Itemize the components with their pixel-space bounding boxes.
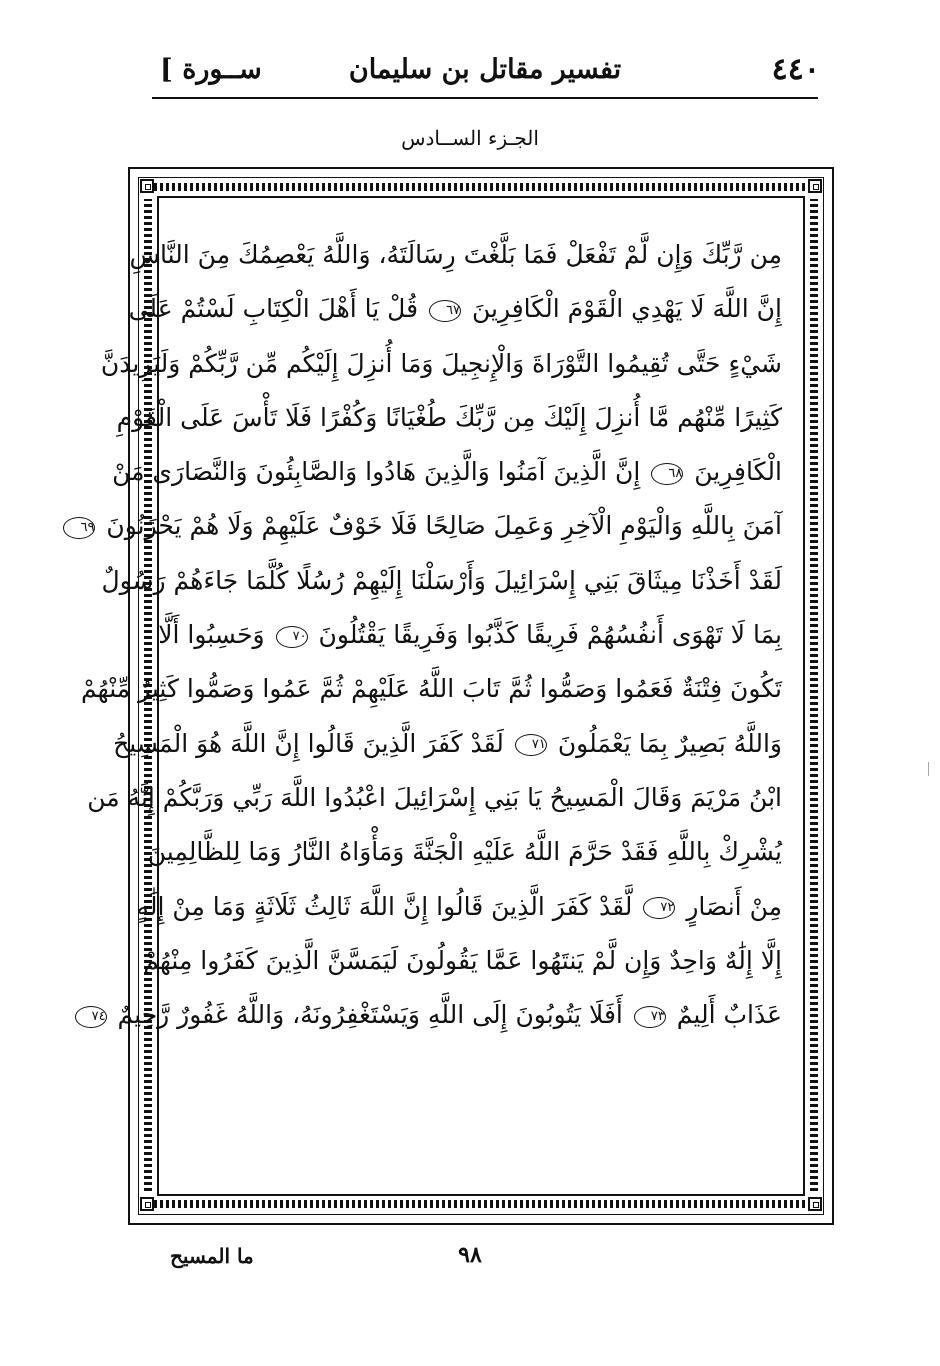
- verse-text: يُشْرِكْ بِاللَّهِ فَقَدْ حَرَّمَ اللَّهُ عَلَيْهِ الْجَنَّةَ وَمَأْوَاهُ النَّارُ وَمَا لِلظَّالِمِينَ: [147, 837, 782, 867]
- ayah-number-marker: ٧٤: [75, 1006, 107, 1028]
- verse-text: لَّقَدْ كَفَرَ الَّذِينَ قَالُوا إِنَّ اللَّهَ ثَالِثُ ثَلَاثَةٍ وَمَا مِنْ إِلَٰهٍ: [136, 891, 633, 921]
- verse-text: مِنْ أَنصَارٍ: [686, 891, 782, 921]
- ayah-number-marker: ٦٩: [63, 517, 95, 539]
- verse-text: تَكُونَ فِتْنَةٌ فَعَمُوا وَصَمُّوا ثُمَّ تَابَ اللَّهُ عَلَيْهِمْ ثُمَّ عَمُوا وَصَمُّوا كَثِيرٌ مِّنْهُمْ: [81, 674, 782, 704]
- catchword: ما المسيح: [170, 1244, 254, 1268]
- juz-label: الجـزء الســادس: [401, 126, 539, 150]
- ayah-number-marker: ٧٣: [634, 1006, 666, 1028]
- verse-line: [136, 880, 782, 934]
- footer-page-number: ٩٨: [458, 1242, 482, 1268]
- verse-text: عَذَابٌ أَلِيمٌ: [676, 1000, 782, 1030]
- verse-block: [80, 228, 782, 1042]
- margin-mark: [928, 762, 929, 776]
- ayah-number-marker: ٧٠: [276, 626, 308, 648]
- verse-line: [113, 717, 782, 771]
- verse-text: وَاللَّهُ بَصِيرٌ بِمَا يَعْمَلُونَ: [557, 728, 782, 758]
- ayah-number-marker: ٦٨: [651, 463, 683, 485]
- ayah-number-marker: ٧٢: [643, 897, 675, 919]
- verse-text: ابْنُ مَرْيَمَ وَقَالَ الْمَسِيحُ يَا بَنِي إِسْرَائِيلَ اعْبُدُوا اللَّهَ رَبِّي وَرَبَّكُمْ إِنَّهُ مَن: [87, 782, 782, 812]
- frame-corner: [140, 1197, 154, 1211]
- verse-line: [129, 228, 782, 282]
- verse-line: [143, 934, 782, 988]
- verse-text: إِنَّ الَّذِينَ آمَنُوا وَالَّذِينَ هَادُوا وَالصَّابِئُونَ وَالنَّصَارَى مَنْ: [112, 457, 641, 487]
- surah-label: [ ســورة: [160, 54, 262, 85]
- verse-line: [101, 554, 782, 608]
- verse-text: وَحَسِبُوا أَلَّا: [158, 620, 265, 650]
- verse-line: [112, 445, 782, 499]
- verse-text: إِلَّا إِلَٰهٌ وَاحِدٌ وَإِن لَّمْ يَنتَهُوا عَمَّا يَقُولُونَ لَيَمَسَّنَّ الَّذِينَ كَفَرُوا مِنْهُمْ: [143, 945, 782, 975]
- verse-text: مِن رَّبِّكَ وَإِن لَّمْ تَفْعَلْ فَمَا بَلَّغْتَ رِسَالَتَهُ، وَاللَّهُ يَعْصِمُكَ مِنَ النَّاسِ: [129, 240, 782, 269]
- page-number: ٤٤٠: [771, 52, 820, 87]
- ayah-number-marker: ٧١: [515, 734, 547, 756]
- verse-line: [81, 662, 782, 716]
- verse-text: الْكَافِرِينَ: [694, 457, 782, 487]
- verse-text: لَقَدْ كَفَرَ الَّذِينَ قَالُوا إِنَّ اللَّهَ هُوَ الْمَسِيحُ: [113, 728, 504, 758]
- verse-text: لَقَدْ أَخَذْنَا مِيثَاقَ بَنِي إِسْرَائِيلَ وَأَرْسَلْنَا إِلَيْهِمْ رُسُلًا كُلَّمَا جَاءَهُمْ رَسُولٌ: [101, 565, 782, 595]
- verse-text: أَفَلَا يَتُوبُونَ إِلَى اللَّهِ وَيَسْتَغْفِرُونَهُ، وَاللَّهُ غَفُورٌ رَّحِيمٌ: [117, 1000, 623, 1030]
- frame-corner: [808, 1197, 822, 1211]
- verse-line: [80, 499, 782, 553]
- frame-band-top: [154, 183, 808, 191]
- verse-line: [147, 825, 782, 879]
- verse-line: [91, 988, 782, 1042]
- verse-text: قُلْ يَا أَهْلَ الْكِتَابِ لَسْتُمْ عَلَى: [128, 294, 419, 324]
- verse-text: شَيْءٍ حَتَّى تُقِيمُوا التَّوْرَاةَ وَالْإِنجِيلَ وَمَا أُنزِلَ إِلَيْكُم مِّن رَّبِّكُمْ وَلَيَزِيدَنَّ: [100, 348, 782, 378]
- frame-band-left: [810, 199, 818, 1191]
- frame-corner: [808, 179, 822, 193]
- verse-text: إِنَّ اللَّهَ لَا يَهْدِي الْقَوْمَ الْكَافِرِينَ: [471, 294, 782, 324]
- frame-corner: [140, 179, 154, 193]
- header-rule: [152, 97, 818, 99]
- verse-text: بِمَا لَا تَهْوَى أَنفُسُهُمْ فَرِيقًا كَذَّبُوا وَفَرِيقًا يَقْتُلُونَ: [318, 620, 782, 650]
- verse-line: [116, 391, 782, 445]
- page-header: [150, 50, 820, 94]
- book-title: تفسير مقاتل بن سليمان: [348, 54, 622, 85]
- verse-text: كَثِيرًا مِّنْهُم مَّا أُنزِلَ إِلَيْكَ مِن رَّبِّكَ طُغْيَانًا وَكُفْرًا فَلَا تَأْسَ عَلَى الْقَوْمِ: [116, 402, 782, 432]
- frame-band-bottom: [154, 1200, 808, 1208]
- ayah-number-marker: ٦٧: [429, 300, 461, 322]
- verse-line: [100, 337, 782, 391]
- verse-line: [158, 608, 782, 662]
- verse-line: [128, 282, 782, 336]
- verse-line: [87, 771, 782, 825]
- verse-text: آمَنَ بِاللَّهِ وَالْيَوْمِ الْآخِرِ وَعَمِلَ صَالِحًا فَلَا خَوْفٌ عَلَيْهِمْ وَلَا هُمْ يَحْزَنُونَ: [106, 511, 782, 541]
